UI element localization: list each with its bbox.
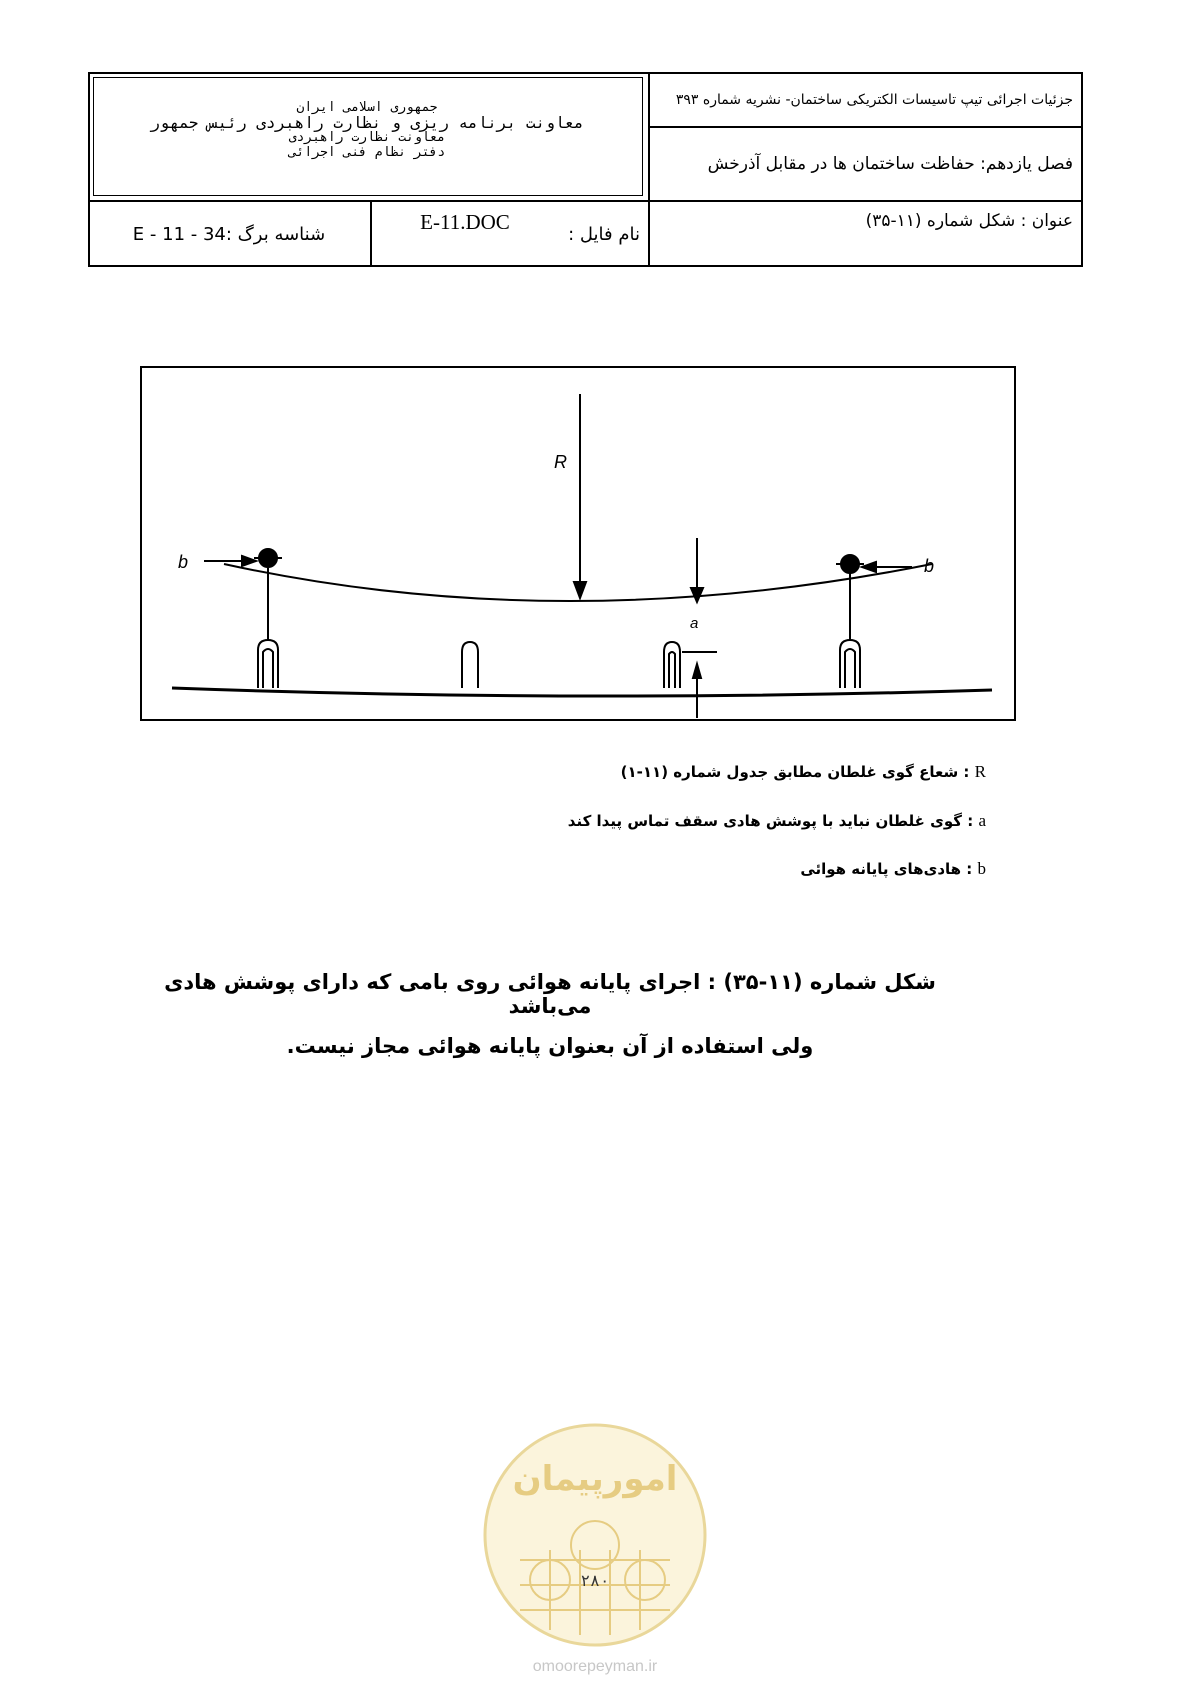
publication-title: جزئیات اجرائی تیپ تاسیسات الکتریکی ساختمان- نشریه شماره ۳۹۳ (675, 92, 1073, 108)
website-watermark: omoorepeyman.ir (532, 1658, 658, 1675)
roof-bracket (845, 649, 855, 688)
org-line: جمهوری اسلامی ایران (296, 100, 438, 115)
legend-text: : شعاع گوی غلطان مطابق جدول شماره (۱۱-۱) (620, 763, 975, 781)
figure-title: عنوان : شکل شماره (۱۱-۳۵) (865, 211, 1073, 231)
label-R: R (554, 452, 567, 472)
b-arrowhead (242, 556, 256, 566)
technical-drawing (140, 366, 1016, 721)
page-number: ۲۸۰ (580, 1571, 610, 1590)
roof-bracket (669, 652, 675, 688)
header-divider (370, 200, 372, 265)
roof-bracket (664, 642, 680, 688)
legend-key: R (974, 762, 986, 781)
file-name-value: E-11.DOC (420, 210, 510, 234)
legend-item (800, 859, 986, 879)
header-table (88, 72, 1083, 267)
header-divider (648, 74, 650, 265)
roof-bracket (258, 640, 278, 688)
drawing-canvas (142, 368, 1014, 719)
label-a: a (690, 615, 699, 632)
legend-text: : گوی غلطان نباید با پوشش هادی سقف تماس پیدا کند (567, 812, 979, 830)
header-divider (648, 200, 1081, 202)
file-name-label: نام فایل : (568, 224, 640, 245)
roof-bracket (263, 649, 273, 688)
roof-line (172, 688, 992, 696)
figure-caption-line: ولی استفاده از آن بعنوان پایانه هوائی مجاز نیست. (286, 1034, 814, 1058)
legend-key: a (978, 811, 986, 830)
organization-name (100, 100, 634, 160)
legend-text: : هادی‌های پایانه هوائی (800, 860, 978, 878)
roof-bracket (462, 642, 478, 688)
org-line: معاونت نظارت راهبردی (288, 130, 446, 145)
watermark-text: امورپیمان (512, 1459, 678, 1499)
label-b-right: b (924, 556, 935, 576)
legend-key: b (977, 859, 986, 878)
org-line: معاونت برنامه ریزی و نظارت راهبردی رئیس جمهور (150, 113, 584, 132)
clearance-arrowhead (693, 664, 701, 678)
header-divider (648, 126, 1081, 128)
org-line: دفتر نظام فنی اجرائی (288, 145, 446, 160)
chapter-title: فصل یازدهم: حفاظت ساختمان ها در مقابل آذرخش (707, 154, 1073, 174)
figure-caption-line: شکل شماره (۱۱-۳۵) : اجرای پایانه هوائی روی بامی که دارای پوشش هادی می‌باشد (164, 970, 936, 1018)
legend-item (621, 762, 986, 782)
roof-bracket (840, 640, 860, 688)
watermark-logo (480, 1420, 710, 1650)
label-b-left: b (178, 552, 189, 572)
legend-item (568, 811, 986, 831)
header-divider (90, 200, 648, 202)
b-arrowhead (862, 562, 876, 572)
sheet-id: شناسه برگ :34 - 11 - E (132, 224, 326, 245)
radius-arrowhead (574, 582, 586, 598)
